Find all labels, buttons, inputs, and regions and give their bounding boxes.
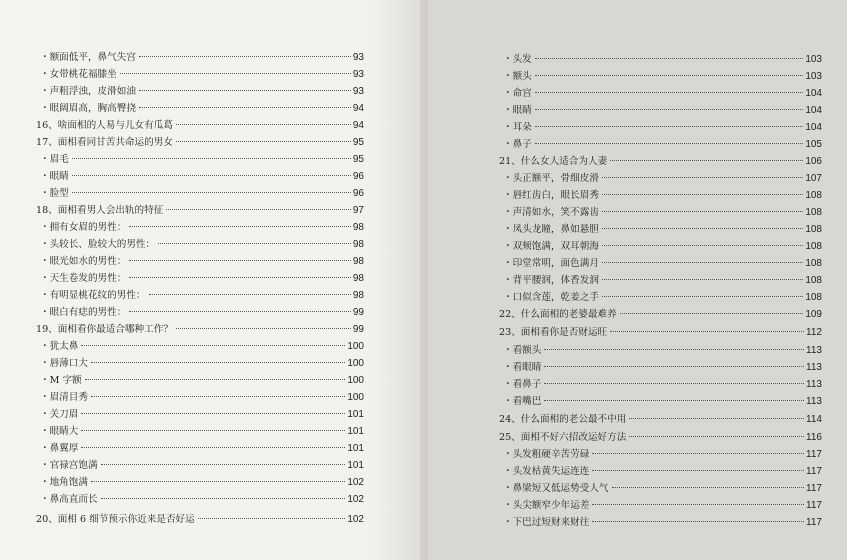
toc-entry-page: 99 [352,307,364,318]
toc-entry-page: 108 [805,241,822,252]
toc-entry-page: 108 [805,292,822,303]
toc-entry-title: 18、面相看男人会出轨的特征 [36,205,164,216]
toc-entry-title: ・有明显桃花纹的男性： [40,290,146,301]
toc-entry-title: 20、面相 6 细节预示你近来是否好运 [36,514,195,525]
toc-entry-page: 104 [805,105,822,116]
toc-entry-title: ・鼻翼厚 [40,443,79,454]
toc-entry-title: ・眼睛大 [40,426,79,437]
toc-entry-page: 95 [352,137,364,148]
toc-entry-page: 117 [806,517,822,528]
toc-entry-title: 19、面相看你最适合哪种工作？ [36,324,173,335]
toc-entry-page: 117 [806,449,822,460]
dot-leader [602,211,803,212]
toc-entry-page: 100 [347,392,364,403]
toc-entry-page: 102 [347,494,364,505]
dot-leader [535,75,804,76]
toc-entry-page: 108 [805,190,822,201]
dot-leader [592,470,804,471]
toc-entry-page: 93 [352,52,364,63]
toc-entry-page: 113 [806,379,822,390]
toc-entry-page: 98 [352,290,364,301]
toc-entry-title: ・看额头 [503,345,542,356]
toc-entry [503,238,822,255]
toc-entry-title: ・声粗浮浊，皮滑如油 [40,86,136,97]
dot-leader [620,313,804,314]
toc-entry [499,153,822,170]
toc-entry-page: 104 [805,88,822,99]
toc-entry [503,342,822,359]
toc-entry-title: 17、面相看同甘苦共命运的男女 [36,137,173,148]
toc-entry-title: ・眉毛 [40,154,69,165]
toc-entry-page: 108 [805,258,822,269]
toc-entry-page: 100 [347,375,364,386]
toc-entry-title: 22、什么面相的老婆最难养 [499,309,617,320]
toc-entry-title: ・唇薄口大 [40,358,88,369]
toc-entry [503,272,822,289]
dot-leader [544,349,804,350]
toc-entry-page: 101 [347,426,364,437]
toc-entry [503,463,822,480]
toc-entry-title: 23、面相看你是否财运旺 [499,327,608,338]
toc-entry-page: 97 [352,205,364,216]
toc-entry-title: 25、面相不好六招改运好方法 [499,432,627,443]
toc-entry [503,136,822,153]
toc-entry-page: 113 [806,345,822,356]
dot-leader [544,400,804,401]
dot-leader [612,487,805,488]
toc-entry [503,446,822,463]
toc-entry-title: ・声清如水，笑不露齿 [503,207,599,218]
toc-entry-title: ・眉清目秀 [40,392,88,403]
toc-entry-title: ・眼白有痣的男性： [40,307,127,318]
toc-entry [503,85,822,102]
toc-entry-page: 96 [352,188,364,199]
toc-entry-title: ・耳朵 [503,122,532,133]
toc-entry [503,102,822,119]
toc-entry-title: ・鼻子 [503,139,532,150]
toc-entry-page: 109 [805,309,822,320]
toc-entry-title: ・眼光如水的男性： [40,256,127,267]
toc-entry-page: 101 [347,443,364,454]
toc-entry [503,359,822,376]
dot-leader [629,418,804,419]
toc-entry-page: 103 [805,71,822,82]
toc-entry-title: ・脸型 [40,188,69,199]
toc-entry-page: 114 [806,414,822,425]
toc-entry-title: ・头尖额窄少年运差 [503,500,590,511]
dot-leader [544,366,804,367]
toc-entry [503,376,822,393]
toc-entry-page: 93 [352,69,364,80]
dot-leader [602,245,803,246]
toc-entry [499,429,822,446]
toc-entry-title: ・口似含莲，乾姜之手 [503,292,599,303]
toc-entry [503,497,822,514]
toc-entry-title: ・鼻梁短又低运势受人气 [503,483,609,494]
toc-entry-page: 106 [805,156,822,167]
dot-leader [592,453,804,454]
toc-entry-page: 100 [347,358,364,369]
toc-entry-title: ・头发 [503,54,532,65]
toc-entry-page: 101 [347,460,364,471]
toc-entry-title: ・额头 [503,71,532,82]
toc-entry-page: 105 [805,139,822,150]
dot-leader [602,296,803,297]
toc-entry-page: 95 [352,154,364,165]
toc-entry-page: 117 [806,500,822,511]
toc-entry-title: ・犹太鼻 [40,341,79,352]
toc-entry [499,324,822,341]
toc-entry-title: 21、什么女人适合为人妻 [499,156,608,167]
toc-entry-page: 93 [352,86,364,97]
toc-entry-title: ・凤头龙瞳，鼻如悬胆 [503,224,599,235]
toc-entry-title: ・眼阔眉高，胸高臀挠 [40,103,136,114]
toc-entry [503,514,822,531]
toc-entry-page: 94 [352,120,364,131]
toc-entry-title: ・关刀眉 [40,409,79,420]
toc-entry [503,289,822,306]
toc-entry-page: 102 [347,514,364,525]
dot-leader [602,177,803,178]
dot-leader [629,436,804,437]
toc-entry-page: 116 [806,432,822,443]
dot-leader [592,504,804,505]
toc-entry [503,68,822,85]
toc-entry-page: 94 [352,103,364,114]
toc-entry [503,255,822,272]
dot-leader [535,109,804,110]
toc-entry [503,170,822,187]
toc-entry-page: 98 [352,256,364,267]
dot-leader [610,160,803,161]
toc-entry-page: 104 [805,122,822,133]
toc-entry [499,411,822,428]
toc-entry-title: ・看眼睛 [503,362,542,373]
toc-entry-title: ・眼睛 [503,105,532,116]
toc-entry-title: 24、什么面相的老公最不中用 [499,414,627,425]
toc-entry-title: ・女带桃花福膝坐 [40,69,117,80]
toc-entry-title: ・背平腰润，体香发润 [503,275,599,286]
toc-entry-title: ・看鼻子 [503,379,542,390]
toc-entry [503,119,822,136]
toc-entry-page: 98 [352,222,364,233]
toc-entry-page: 112 [806,327,822,338]
toc-entry-page: 108 [805,207,822,218]
dot-leader [610,331,804,332]
toc-entry-title: ・印堂常明，面色满月 [503,258,599,269]
toc-entry-page: 99 [352,324,364,335]
dot-leader [535,58,804,59]
dot-leader [535,143,804,144]
toc-entry-title: ・双颊饱满，双耳朝海 [503,241,599,252]
toc-entry-title: ・头正额平，骨细皮滑 [503,173,599,184]
dot-leader [592,521,804,522]
toc-entry-title: ・头较长、脸较大的男性： [40,239,156,250]
dot-leader [535,92,804,93]
toc-entry [503,204,822,221]
toc-entry-page: 117 [806,466,822,477]
toc-entry-title: ・拥有女眉的男性： [40,222,127,233]
toc-entry-page: 108 [805,275,822,286]
toc-entry [503,221,822,238]
toc-entry-page: 113 [806,396,822,407]
toc-entry-page: 100 [347,341,364,352]
dot-leader [535,126,804,127]
toc-entry-page: 113 [806,362,822,373]
toc-entry-title: ・眼睛 [40,171,69,182]
toc-entry-title: ・头发枯黄失运连连 [503,466,590,477]
toc-entry-title: ・额面低平，鼻气失宫 [40,52,136,63]
toc-entry-page: 98 [352,239,364,250]
toc-entry-title: ・唇红齿白，眼长眉秀 [503,190,599,201]
toc-entry-page: 103 [805,54,822,65]
toc-entry-title: ・头发粗硬辛苦劳碌 [503,449,590,460]
toc-entry-title: ・看嘴巴 [503,396,542,407]
dot-leader [602,194,803,195]
toc-entry-title: ・地角饱满 [40,477,88,488]
toc-entry [503,187,822,204]
toc-entry-title: ・天生卷发的男性： [40,273,127,284]
toc-entry-page: 96 [352,171,364,182]
dot-leader [602,262,803,263]
toc-entry-title: ・下巴过短财来财往 [503,517,590,528]
toc-entry [499,306,822,323]
toc-entry-page: 98 [352,273,364,284]
dot-leader [602,279,803,280]
toc-entry-title: ・鼻高直而长 [40,494,98,505]
dot-leader [544,383,804,384]
toc-entry-page: 107 [805,173,822,184]
toc-entry-page: 117 [806,483,822,494]
toc-entry-page: 102 [347,477,364,488]
toc-entry-page: 108 [805,224,822,235]
toc-entry-page: 101 [347,409,364,420]
toc-entry [503,51,822,68]
toc-entry [503,480,822,497]
dot-leader [602,228,803,229]
toc-entry-title: ・官禄宫饱满 [40,460,98,471]
toc-entry-title: 16、啥面相的人易与儿女有瓜葛 [36,120,173,131]
toc-entry-title: ・命宫 [503,88,532,99]
toc-entry [503,393,822,410]
toc-entry-title: ・M 字额 [40,375,82,386]
